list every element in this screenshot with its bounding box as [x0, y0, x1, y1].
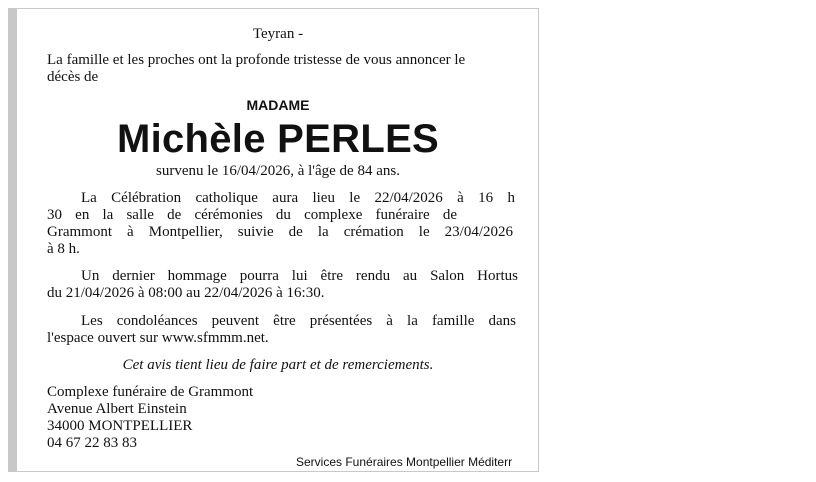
ceremony-line-2: 30 en la salle de cérémonies du complexe funéraire de [47, 207, 457, 223]
closing-note: Cet avis tient lieu de faire part et de remerciements. [122, 357, 434, 373]
deceased-name: Michèle PERLES [116, 117, 440, 161]
ceremony-line-3: Grammont à Montpellier, suivie de la crémation le 23/04/2026 [47, 224, 513, 240]
ceremony-line-1: La Célébration catholique aura lieu le 22/04/2026 à 16 h [81, 190, 515, 206]
tribute-line-1: Un dernier hommage pourra lui être rendu au Salon Hortus [81, 268, 518, 284]
death-info: survenu le 16/04/2026, à l'âge de 84 ans. [156, 163, 400, 179]
ceremony-line-4: à 8 h. [47, 241, 80, 257]
condolence-line-2: l'espace ouvert sur www.sfmmm.net. [47, 330, 269, 346]
intro-line-1: La famille et les proches ont la profonde tristesse de vous annoncer le [47, 52, 466, 68]
address-street: Avenue Albert Einstein [47, 401, 187, 417]
condolence-line-1: Les condoléances peuvent être présentées à la famille dans [81, 313, 516, 329]
address-phone: 04 67 22 83 83 [47, 435, 137, 451]
tribute-line-2: du 21/04/2026 à 08:00 au 22/04/2026 à 16:30. [47, 285, 325, 301]
honorific-title: MADAME [246, 97, 310, 113]
address-city: 34000 MONTPELLIER [47, 418, 193, 434]
location-line: Teyran - [252, 26, 304, 42]
address-name: Complexe funéraire de Grammont [47, 384, 254, 400]
provider-name: Services Funéraires Montpellier Méditerr [296, 455, 513, 469]
obituary-notice [8, 8, 539, 472]
intro-line-2: décès de [47, 69, 99, 85]
